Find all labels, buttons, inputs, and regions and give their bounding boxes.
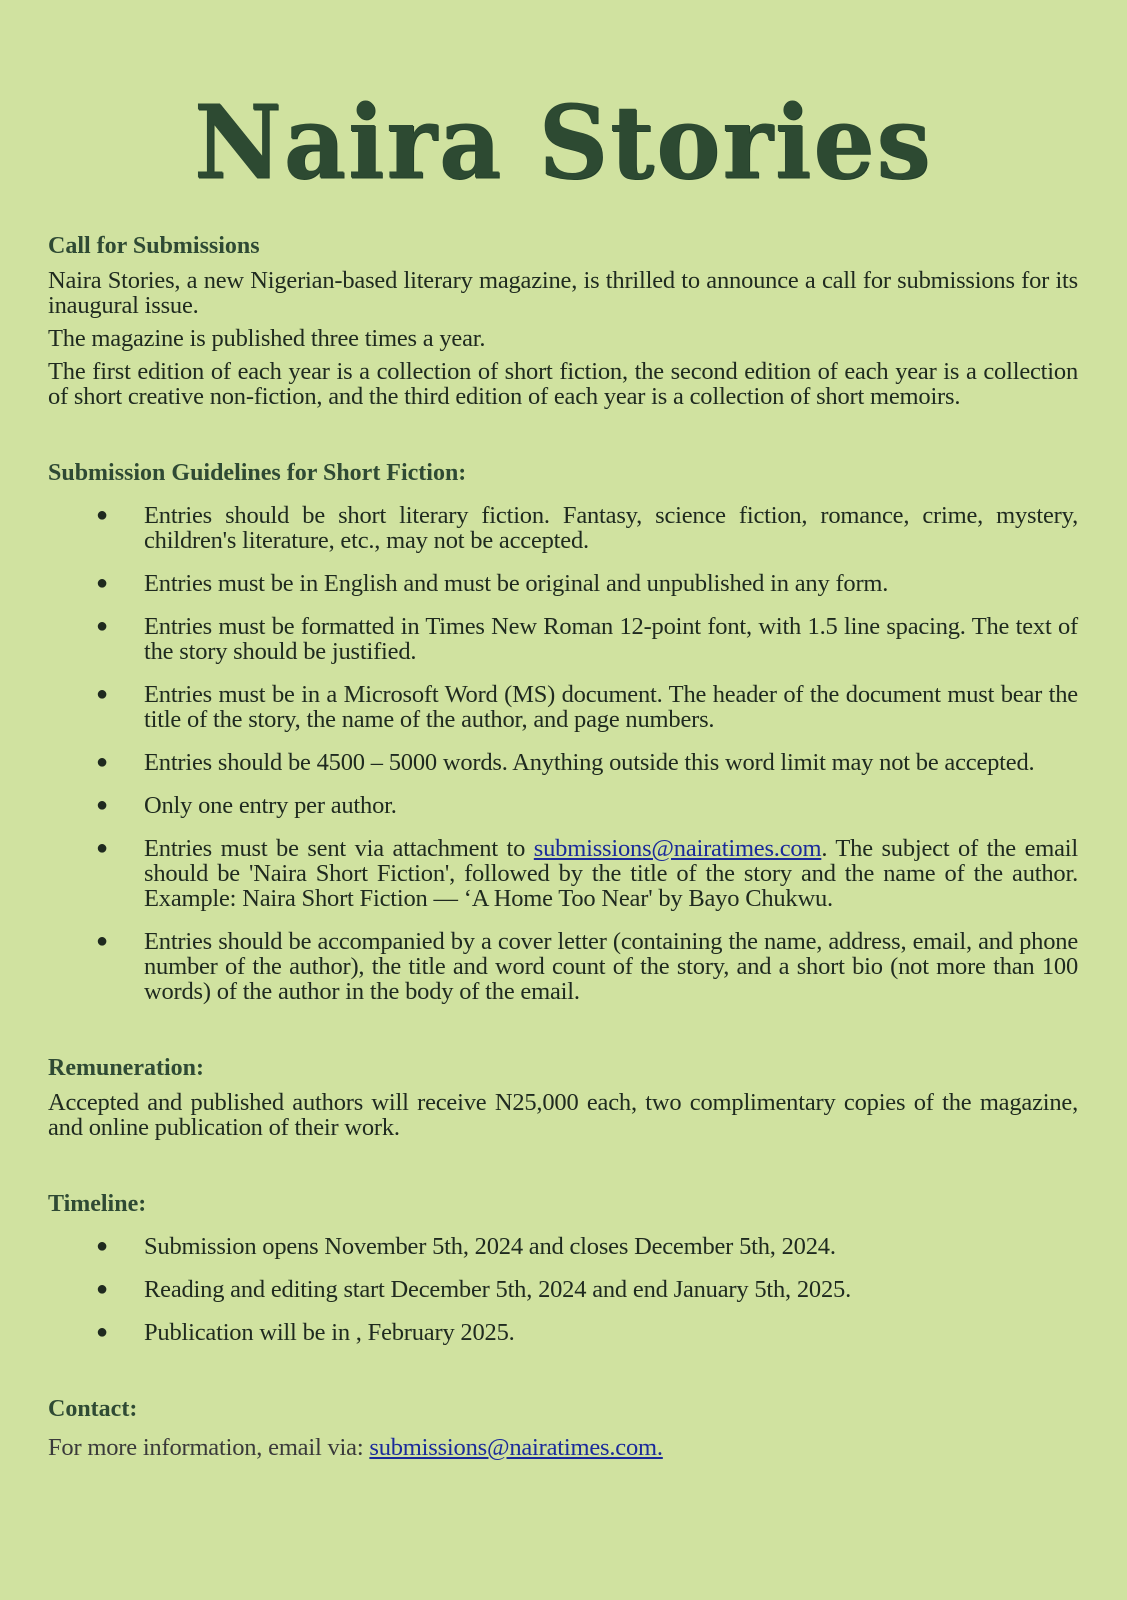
timeline-section (48, 1190, 1078, 1345)
call-paragraph-1: Naira Stories, a new Nigerian-based literary magazine, is thrilled to announce a call for submissions for its inaugural issue. (48, 267, 1078, 319)
bullet-icon: ● (96, 930, 108, 952)
list-item: ● Publication will be in , February 2025. (96, 1319, 515, 1346)
contact-email-link[interactable]: submissions@nairatimes.com. (369, 1434, 663, 1461)
magazine-title: Naira Stories (193, 83, 933, 202)
remuneration-section (48, 1054, 1078, 1140)
guidelines-list (48, 503, 1078, 1004)
contact-text: For more information, email via: submissions@nairatimes.com. (48, 1434, 663, 1461)
bullet-icon: ● (96, 1321, 108, 1343)
bullet-icon: ● (96, 615, 108, 637)
submission-email-link[interactable]: submissions@nairatimes.com (533, 835, 822, 862)
call-section (48, 232, 1078, 409)
call-paragraph-3: The first edition of each year is a collection of short fiction, the second edition of each year is a collection of short creative non-fiction, and the third edition of each year is a collection of short memoirs. (48, 358, 1078, 410)
list-item: ● Submission opens November 5th, 2024 and closes December 5th, 2024. (96, 1233, 836, 1260)
bullet-icon: ● (96, 572, 108, 594)
list-item: ● Entries must be in a Microsoft Word (MS) document. The header of the document must bear the title of the story, the name of the author, and page numbers. (96, 681, 1078, 733)
contact-section (48, 1395, 1078, 1460)
bullet-icon: ● (96, 1235, 108, 1257)
list-item-email: ● Entries must be sent via attachment to submissions@nairatimes.com. The subject of the email should be 'Naira Short Fiction', followed by the title of the story and the name of the author. Example: Naira Short Fiction — ‘A Home Too Near' by Bayo Chukwu. (96, 835, 1078, 912)
remuneration-heading: Remuneration: (48, 1055, 204, 1081)
list-item: ● Entries should be 4500 – 5000 words. Anything outside this word limit may not be accepted. (96, 749, 1035, 776)
bullet-icon: ● (96, 1278, 108, 1300)
list-item: ● Only one entry per author. (96, 792, 397, 819)
call-paragraph-2: The magazine is published three times a year. (48, 325, 486, 352)
masthead (48, 83, 1078, 202)
timeline-list (48, 1234, 1078, 1345)
call-heading: Call for Submissions (48, 233, 260, 259)
list-item: ● Entries must be formatted in Times New Roman 12-point font, with 1.5 line spacing. The text of the story should be justified. (96, 613, 1078, 665)
bullet-icon: ● (96, 837, 108, 859)
timeline-heading: Timeline: (48, 1191, 147, 1217)
bullet-icon: ● (96, 794, 108, 816)
list-item: ● Entries should be short literary fiction. Fantasy, science fiction, romance, crime, mystery, children's literature, etc., may not be accepted. (96, 502, 1078, 554)
contact-heading: Contact: (48, 1396, 138, 1422)
guidelines-section (48, 459, 1078, 1004)
list-item: ● Reading and editing start December 5th, 2024 and end January 5th, 2025. (96, 1276, 852, 1303)
document-page (48, 0, 1078, 1460)
list-item: ● Entries should be accompanied by a cover letter (containing the name, address, email, and phone number of the author), the title and word count of the story, and a short bio (not more than 100 words) of the author in the body of the email. (96, 928, 1078, 1005)
bullet-icon: ● (96, 504, 108, 526)
list-item: ● Entries must be in English and must be original and unpublished in any form. (96, 570, 889, 597)
bullet-icon: ● (96, 683, 108, 705)
remuneration-text: Accepted and published authors will receive N25,000 each, two complimentary copies of the magazine, and online publication of their work. (48, 1089, 1078, 1141)
bullet-icon: ● (96, 751, 108, 773)
guidelines-heading: Submission Guidelines for Short Fiction: (48, 460, 467, 486)
